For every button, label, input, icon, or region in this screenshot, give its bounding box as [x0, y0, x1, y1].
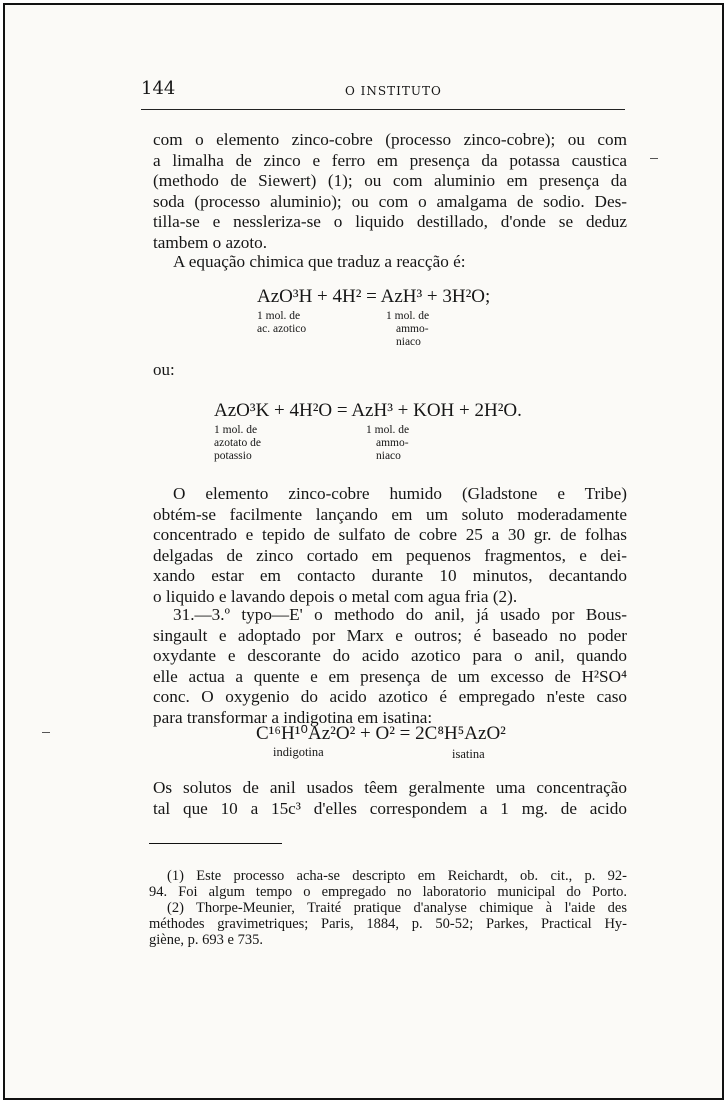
- margin-mark: [42, 732, 50, 733]
- text-line: a limalha de zinco e ferro em presença da potassa caustica: [153, 150, 627, 170]
- label-line: ammo-: [396, 323, 429, 335]
- label-line: ac. azotico: [257, 323, 307, 335]
- paragraph-5: [153, 778, 627, 819]
- equation-1-label-a: [257, 310, 306, 336]
- paragraph-2: [173, 252, 627, 273]
- text-line: elle actua a quente e em presença de um excesso de H²SO⁴: [153, 666, 627, 686]
- text-line: com o elemento zinco-cobre (processo zinco-cobre); ou com: [153, 130, 627, 149]
- label-line: niaco: [396, 336, 421, 348]
- equation-2-label-a: [214, 424, 261, 463]
- text-line: xando estar em contacto durante 10 minutos, decantando: [153, 566, 627, 585]
- paragraph-1: [153, 130, 627, 253]
- text-line: obtém-se facilmente lançando em um soluto moderadamente: [153, 504, 627, 524]
- text-line: Os solutos de anil usados têem geralmente uma concentração: [153, 778, 627, 797]
- paragraph-3: [153, 484, 627, 607]
- footnote-line: (2) Thorpe-Meunier, Traité pratique d'analyse chimique à l'aide des: [167, 900, 627, 916]
- footnote-line: (1) Este processo acha-se descripto em Reichardt, ob. cit., p. 92-: [167, 868, 627, 884]
- text-line: 31.—3.º typo—E' o methodo do anil, já usado por Bous-: [173, 605, 627, 624]
- text-line: oxydante e descorante do acido azotico para o anil, quando: [153, 646, 627, 665]
- label-line: niaco: [376, 450, 401, 462]
- margin-mark: [650, 158, 658, 159]
- header-rule: [141, 109, 625, 110]
- label-line: 1 mol. de: [366, 424, 410, 436]
- text-line: tilla-se e nessleriza-se o liquido destillado, d'onde se deduz: [153, 212, 627, 231]
- equation-1-label-b: [386, 310, 429, 349]
- label-line: azotato de: [214, 437, 261, 449]
- running-title: O INSTITUTO: [345, 84, 442, 98]
- label-line: ammo-: [376, 437, 409, 449]
- footnote-line: 94. Foi algum tempo o empregado no laboratorio municipal do Porto.: [149, 884, 627, 900]
- equation-1: AzO³H + 4H² = AzH³ + 3H²O;: [257, 286, 491, 307]
- paragraph-4: [153, 605, 627, 728]
- footnote-rule: [149, 843, 282, 844]
- text-line: tambem o azoto.: [153, 232, 268, 252]
- label-line: 1 mol. de: [386, 310, 430, 322]
- label-line: 1 mol. de: [257, 310, 301, 322]
- label-line: potassio: [214, 450, 252, 462]
- text-line: concentrado e tepido de sulfato de cobre 25 a 30 gr. de folhas: [153, 525, 627, 544]
- label-line: 1 mol. de: [214, 424, 258, 436]
- equation-3-label-b: isatina: [452, 747, 485, 761]
- footnote-line: méthodes gravimetriques; Paris, 1884, p. 50-52; Parkes, Practical Hy-: [149, 916, 627, 932]
- text-line: (methodo de Siewert) (1); ou com aluminio em presença da: [153, 171, 627, 190]
- text-line: soda (processo aluminio); ou com o amalgama de sodio. Des-: [153, 191, 627, 211]
- page-number: 144: [141, 78, 176, 99]
- text-line: delgadas de zinco cortado em pequenos fragmentos, e dei-: [153, 545, 627, 565]
- text-line: A equação chimica que traduz a reacção é:: [173, 252, 466, 271]
- equation-3: C¹⁶H¹⁰Az²O² + O² = 2C⁸H⁵AzO²: [256, 723, 506, 744]
- or-connector: ou:: [153, 360, 175, 379]
- equation-3-label-a: indigotina: [273, 745, 324, 759]
- text-line: o liquido e lavando depois o metal com agua fria (2).: [153, 586, 518, 606]
- text-line: O elemento zinco-cobre humido (Gladstone e Tribe): [173, 484, 627, 503]
- text-line: conc. O oxygenio do acido azotico é empregado n'este caso: [153, 687, 627, 706]
- footnotes: [149, 868, 627, 948]
- text-line: tal que 10 a 15c³ d'elles correspondem a 1 mg. de acido: [153, 798, 627, 818]
- equation-2: AzO³K + 4H²O = AzH³ + KOH + 2H²O.: [214, 400, 522, 421]
- footnote-line: giène, p. 693 e 735.: [149, 932, 263, 948]
- equation-2-label-b: [366, 424, 409, 463]
- text-line: para transformar a indigotina em isatina:: [153, 707, 433, 727]
- text-line: singault e adoptado por Marx e outros; é baseado no poder: [153, 625, 627, 645]
